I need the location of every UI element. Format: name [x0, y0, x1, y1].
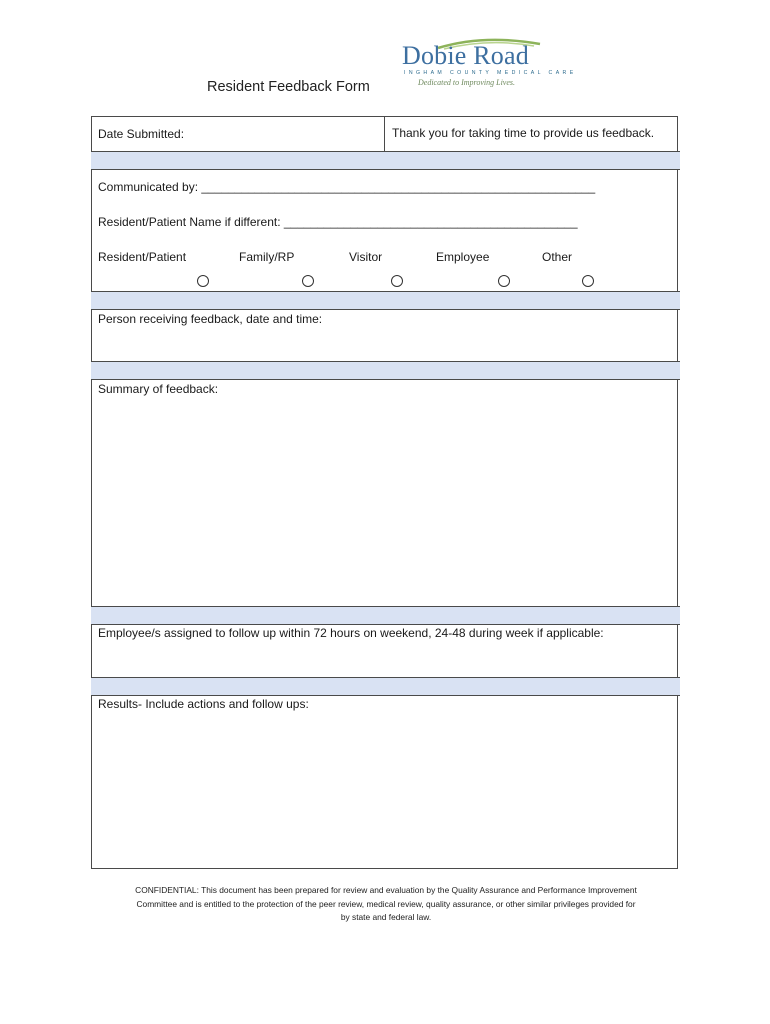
summary-label: Summary of feedback: [98, 382, 219, 396]
header-divider [384, 116, 385, 152]
radio-family-rp[interactable] [302, 275, 314, 287]
option-label-employee: Employee [436, 250, 490, 264]
section-band [91, 606, 680, 625]
logo-tagline: Dedicated to Improving Lives. [418, 78, 516, 87]
radio-resident-patient[interactable] [197, 275, 209, 287]
confidential-line: Committee and is entitled to the protection of the peer review, medical review, quality assurance, or other similar privileges provided for [136, 898, 636, 909]
radio-other[interactable] [582, 275, 594, 287]
section-band [91, 151, 680, 170]
logo-name: Dobie Road [402, 41, 529, 70]
thank-you-text: Thank you for taking time to provide us feedback. [392, 126, 655, 140]
confidential-line: CONFIDENTIAL: This document has been prepared for review and evaluation by the Quality Assurance and Performance Improvement [135, 885, 637, 895]
logo-subtitle: INGHAM COUNTY MEDICAL CARE [404, 70, 577, 76]
section-band [91, 677, 680, 696]
option-label-other: Other [542, 250, 573, 264]
confidential-line: by state and federal law. [340, 912, 432, 922]
option-label-family: Family/RP [239, 250, 295, 264]
communicated-by-field[interactable]: Communicated by: ___________________________________________________________ [98, 180, 596, 194]
results-label: Results- Include actions and follow ups: [98, 697, 309, 711]
resident-name-field[interactable]: Resident/Patient Name if different: ____________________________________________ [98, 215, 578, 229]
section-band [91, 291, 680, 310]
section-band [91, 361, 680, 380]
employee-assigned-label: Employee/s assigned to follow up within 72 hours on weekend, 24-48 during week if applicable: [98, 626, 604, 640]
dobie-road-logo [402, 40, 577, 92]
confidential-notice [86, 884, 686, 925]
form-title: Resident Feedback Form [207, 79, 370, 95]
radio-employee[interactable] [498, 275, 510, 287]
person-receiving-label: Person receiving feedback, date and time: [98, 312, 323, 326]
radio-visitor[interactable] [391, 275, 403, 287]
option-label-visitor: Visitor [349, 250, 383, 264]
option-label-resident: Resident/Patient [98, 250, 187, 264]
date-submitted-label: Date Submitted: [98, 127, 185, 141]
